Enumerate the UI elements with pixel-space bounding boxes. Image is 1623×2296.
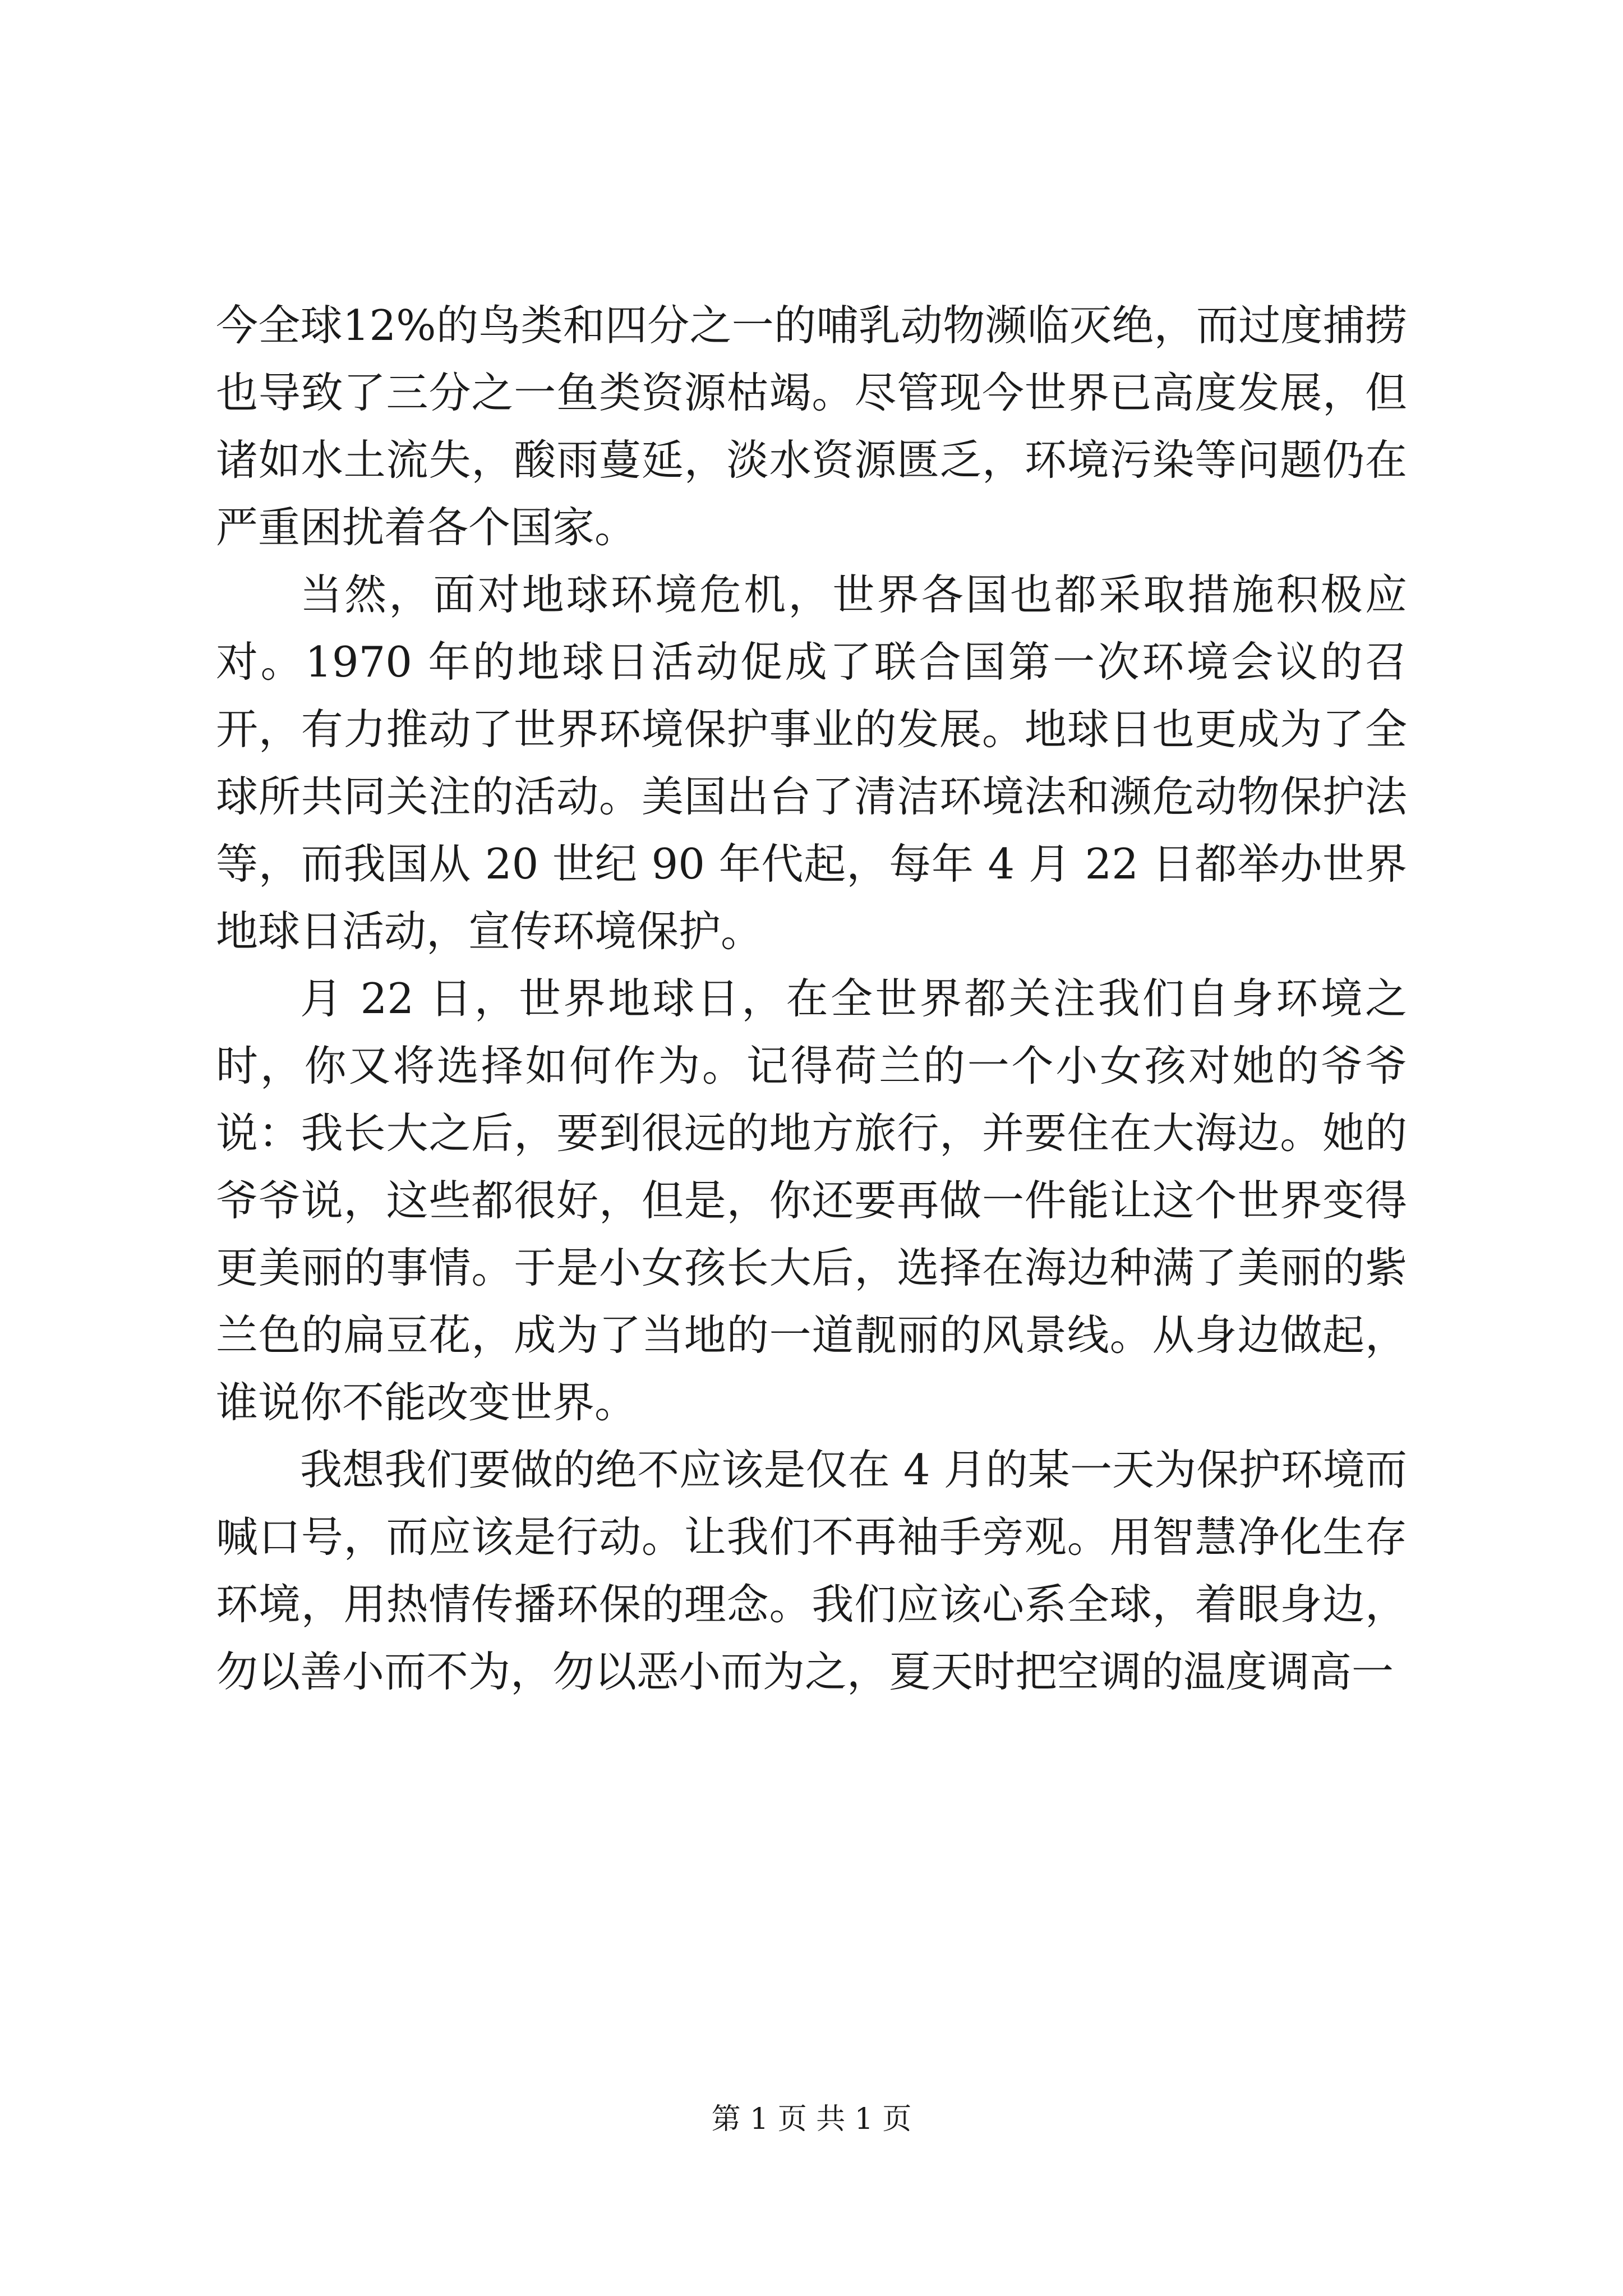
paragraph-4: 我想我们要做的绝不应该是仅在 4 月的某一天为保护环境而喊口号，而应该是行动。让我们不再袖手旁观。用智慧净化生存环境，用热情传播环保的理念。我们应该心系全球，着眼身边，勿以善小而不为，勿以恶小而为之，夏天时把空调的温度调高一 <box>216 1445 1407 1696</box>
paragraph-2: 当然，面对地球环境危机，世界各国也都采取措施积极应对。1970 年的地球日活动促成了联合国第一次环境会议的召开，有力推动了世界环境保护事业的发展。地球日也更成为了全球所共同关注的活动。美国出台了清洁环境法和濒危动物保护法等，而我国从 20 世纪 90 年代起，每年 4 月 22 日都举办世界地球日活动，宣传环境保护。 <box>216 570 1407 956</box>
page-footer: 第 1 页 共 1 页 <box>711 2102 912 2136</box>
paragraph-1: 今全球12%的鸟类和四分之一的哺乳动物濒临灭绝，而过度捕捞也导致了三分之一鱼类资源枯竭。尽管现今世界已高度发展，但诸如水土流失，酸雨蔓延，淡水资源匮乏，环境污染等问题仍在严重困扰着各个国家。 <box>216 301 1407 552</box>
document-body <box>216 292 1407 1705</box>
paragraph-3: 月 22 日，世界地球日，在全世界都关注我们自身环境之时，你又将选择如何作为。记得荷兰的一个小女孩对她的爷爷说：我长大之后，要到很远的地方旅行，并要住在大海边。她的爷爷说，这些都很好，但是，你还要再做一件能让这个世界变得更美丽的事情。于是小女孩长大后，选择在海边种满了美丽的紫兰色的扁豆花，成为了当地的一道靓丽的风景线。从身边做起，谁说你不能改变世界。 <box>216 974 1407 1427</box>
